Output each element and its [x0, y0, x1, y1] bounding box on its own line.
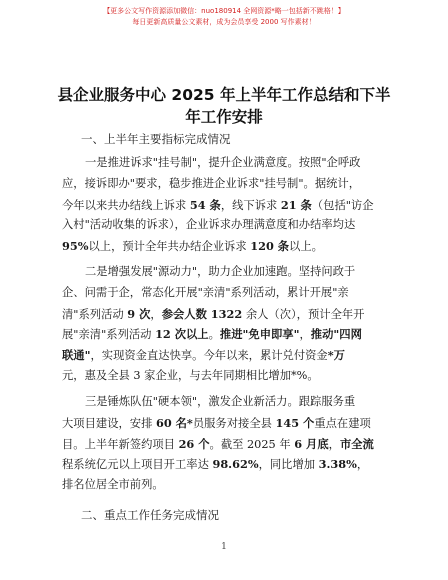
paragraph-1-line-5: 95%以上，预计全年共办结企业诉求 120 条以上。	[62, 239, 323, 254]
document-title-line-1: 县企业服务中心 2025 年上半年工作总结和下半	[57, 86, 391, 104]
section-heading-1: 一、上半年主要指标完成情况	[81, 132, 231, 146]
paragraph-2-line-6: 元，惠及全县 3 家企业，与去年同期相比增加*%。	[62, 368, 319, 382]
paragraph-1-line-3: 今年以来共办结线上诉求 54 条，线下诉求 21 条（包括"访企	[62, 197, 374, 212]
paragraph-3-line-3: 目。上半年新签约项目 26 个。截至 2025 年 6 月底，市全流	[62, 436, 374, 451]
paragraph-1-line-2: 应，接诉即办"要求，稳步推进企业诉求"挂号制"。据统计，	[62, 176, 361, 190]
paragraph-2-line-1: 二是增强发展"源动力"，助力企业加速跑。坚持问政于	[85, 265, 356, 278]
paragraph-2	[62, 262, 392, 387]
promo-banner-line-1: 【更多公文写作资源添加微信：nuo180914 全网资源*略一包括新不跳格！】	[103, 7, 345, 15]
paragraph-1-line-4: 入村"活动收集的诉求），企业诉求办理满意度和办结率均达	[62, 218, 356, 232]
paragraph-2-line-2: 企、问需于企，常态化开展"亲清"系列活动，累计开展"亲	[62, 285, 349, 299]
paragraph-3	[62, 392, 392, 496]
paragraph-3-line-4: 程系统亿元以上项目开工率达 98.62%，同比增加 3.38%，	[62, 457, 369, 472]
paragraph-2-line-3: 清"系列活动 9 次，参会人数 1322 余人（次），预计全年开	[62, 306, 365, 321]
paragraph-2-line-4: 展"亲清"系列活动 12 次以上。推进"免申即享"，推动"四网	[62, 327, 362, 342]
paragraph-1-line-1: 一是推进诉求"挂号制"，提升企业满意度。按照"企呼政	[85, 156, 361, 169]
document-title-line-2: 年工作安排	[185, 108, 263, 126]
section-heading-2: 二、重点工作任务完成情况	[81, 508, 219, 522]
paragraph-1	[62, 153, 392, 257]
paragraph-2-line-5: 联通"，实现资金直达快享。今年以来，累计兑付资金*万	[62, 348, 345, 363]
paragraph-3-line-1: 三是锤炼队伍"硬本领"，激发企业新活力。跟踪服务重	[85, 395, 356, 408]
page-number: 1	[221, 542, 227, 552]
paragraph-3-line-2: 大项目建设，安排 60 名*员服务对接全县 145 个重点在建项	[62, 415, 371, 430]
paragraph-3-line-5: 排名位居全市前列。	[62, 478, 164, 492]
promo-banner-line-2: 每日更新高质量公文素材，成为会员享受 2000 写作素材！	[132, 18, 316, 26]
